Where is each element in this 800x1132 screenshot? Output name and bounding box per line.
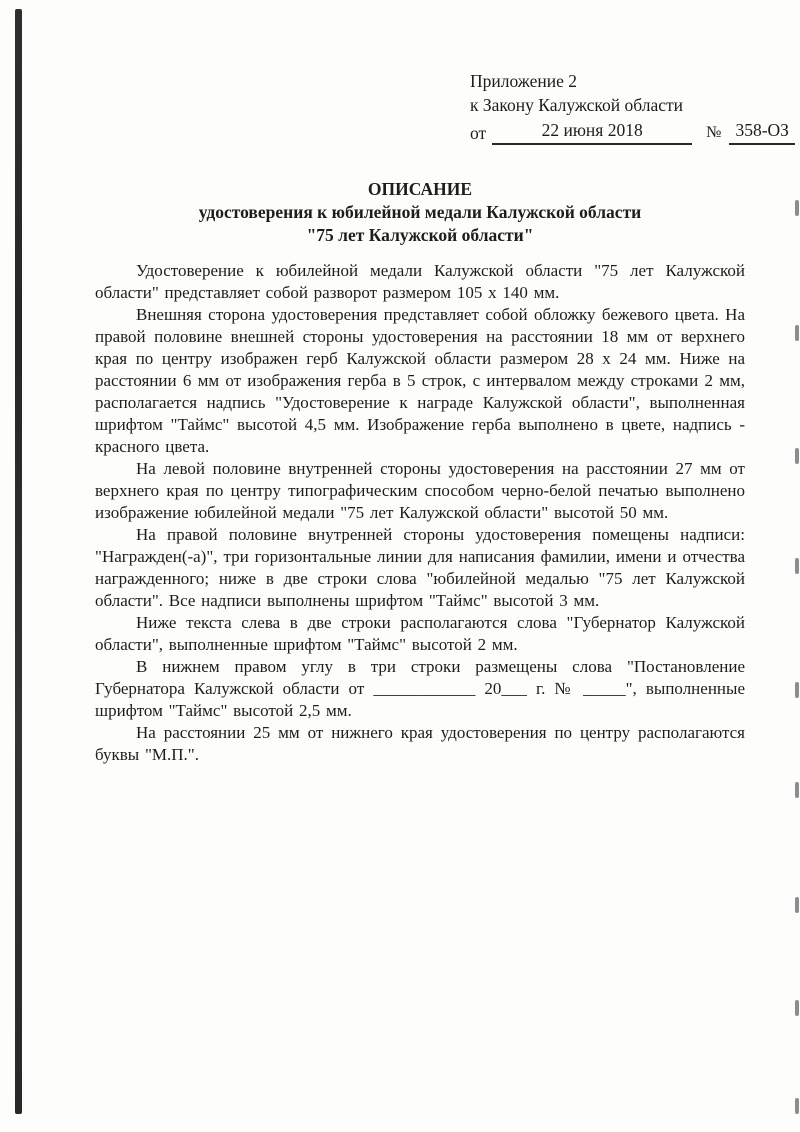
paragraph-6: В нижнем правом углу в три строки размещены слова "Постановление Губернатора Калужской области от ____________ 20___ г. № _____", выполненные шрифтом "Таймс" высотой 2,5 мм. bbox=[95, 657, 745, 720]
paragraph-3: На левой половине внутренней стороны удостоверения на расстоянии 27 мм от верхнего края по центру типографическим способом черно-белой печатью выполнено изображение юбилейной медали "75 лет Калужской области" высотой 50 мм. bbox=[95, 459, 745, 522]
paragraph-2: Внешняя сторона удостоверения представляет собой обложку бежевого цвета. На правой половине внешней стороны удостоверения на расстоянии 18 мм от верхнего края по центру изображен герб Калужской области размером 28 х 24 мм. Ниже на расстоянии 6 мм от изображения герба в 5 строк, с интервалом между строками 2 мм, располагается надпись "Удостоверение к награде Калужской области", выполненная шрифтом "Таймс" высотой 4,5 мм. Изображение герба выполнено в цвете, надпись - красного цвета. bbox=[95, 305, 745, 456]
document-header bbox=[470, 0, 795, 145]
paragraph-4: На правой половине внутренней стороны удостоверения помещены надписи: "Награжден(-а)", три горизонтальные линии для написания фамилии, имени и отчества награжденного; ниже в две строки слова "юбилейной медалью "75 лет Калужской области". Все надписи выполнены шрифтом "Таймс" высотой 3 мм. bbox=[95, 525, 745, 610]
scan-artifact-right-mark bbox=[795, 558, 799, 574]
scan-artifact-right-mark bbox=[795, 448, 799, 464]
date-blank-field bbox=[492, 118, 692, 145]
document-body bbox=[95, 260, 745, 766]
scan-artifact-right-mark bbox=[795, 897, 799, 913]
document-title bbox=[95, 178, 745, 247]
paragraph-1: Удостоверение к юбилейной медали Калужской области "75 лет Калужской области" представляет собой разворот размером 105 х 140 мм. bbox=[95, 261, 745, 302]
number-sign-label: № bbox=[706, 124, 722, 141]
title-line-2: удостоверения к юбилейной медали Калужской области bbox=[198, 202, 642, 222]
header-date-row bbox=[470, 118, 795, 145]
header-appendix-line: Приложение 2 bbox=[470, 71, 578, 91]
date-value: 22 июня 2018 bbox=[541, 120, 643, 140]
scan-artifact-right-mark bbox=[795, 325, 799, 341]
date-prefix-label: от bbox=[470, 123, 487, 143]
header-law-line: к Закону Калужской области bbox=[470, 95, 684, 115]
scan-artifact-right-mark bbox=[795, 1098, 799, 1114]
scan-artifact-right-mark bbox=[795, 782, 799, 798]
scan-artifact-left-line bbox=[15, 9, 22, 1114]
paragraph-5: Ниже текста слева в две строки располагаются слова "Губернатор Калужской области", выполненные шрифтом "Таймс" высотой 2 мм. bbox=[95, 613, 745, 654]
number-value: 358-ОЗ bbox=[735, 120, 789, 140]
scan-artifact-right-mark bbox=[795, 200, 799, 216]
paragraph-7: На расстоянии 25 мм от нижнего края удостоверения по центру располагаются буквы "М.П.". bbox=[95, 723, 745, 764]
scan-artifact-right-mark bbox=[795, 1000, 799, 1016]
title-line-1: ОПИСАНИЕ bbox=[367, 179, 473, 199]
title-line-3: "75 лет Калужской области" bbox=[306, 225, 534, 245]
scan-artifact-right-mark bbox=[795, 682, 799, 698]
number-blank-field bbox=[729, 118, 795, 145]
